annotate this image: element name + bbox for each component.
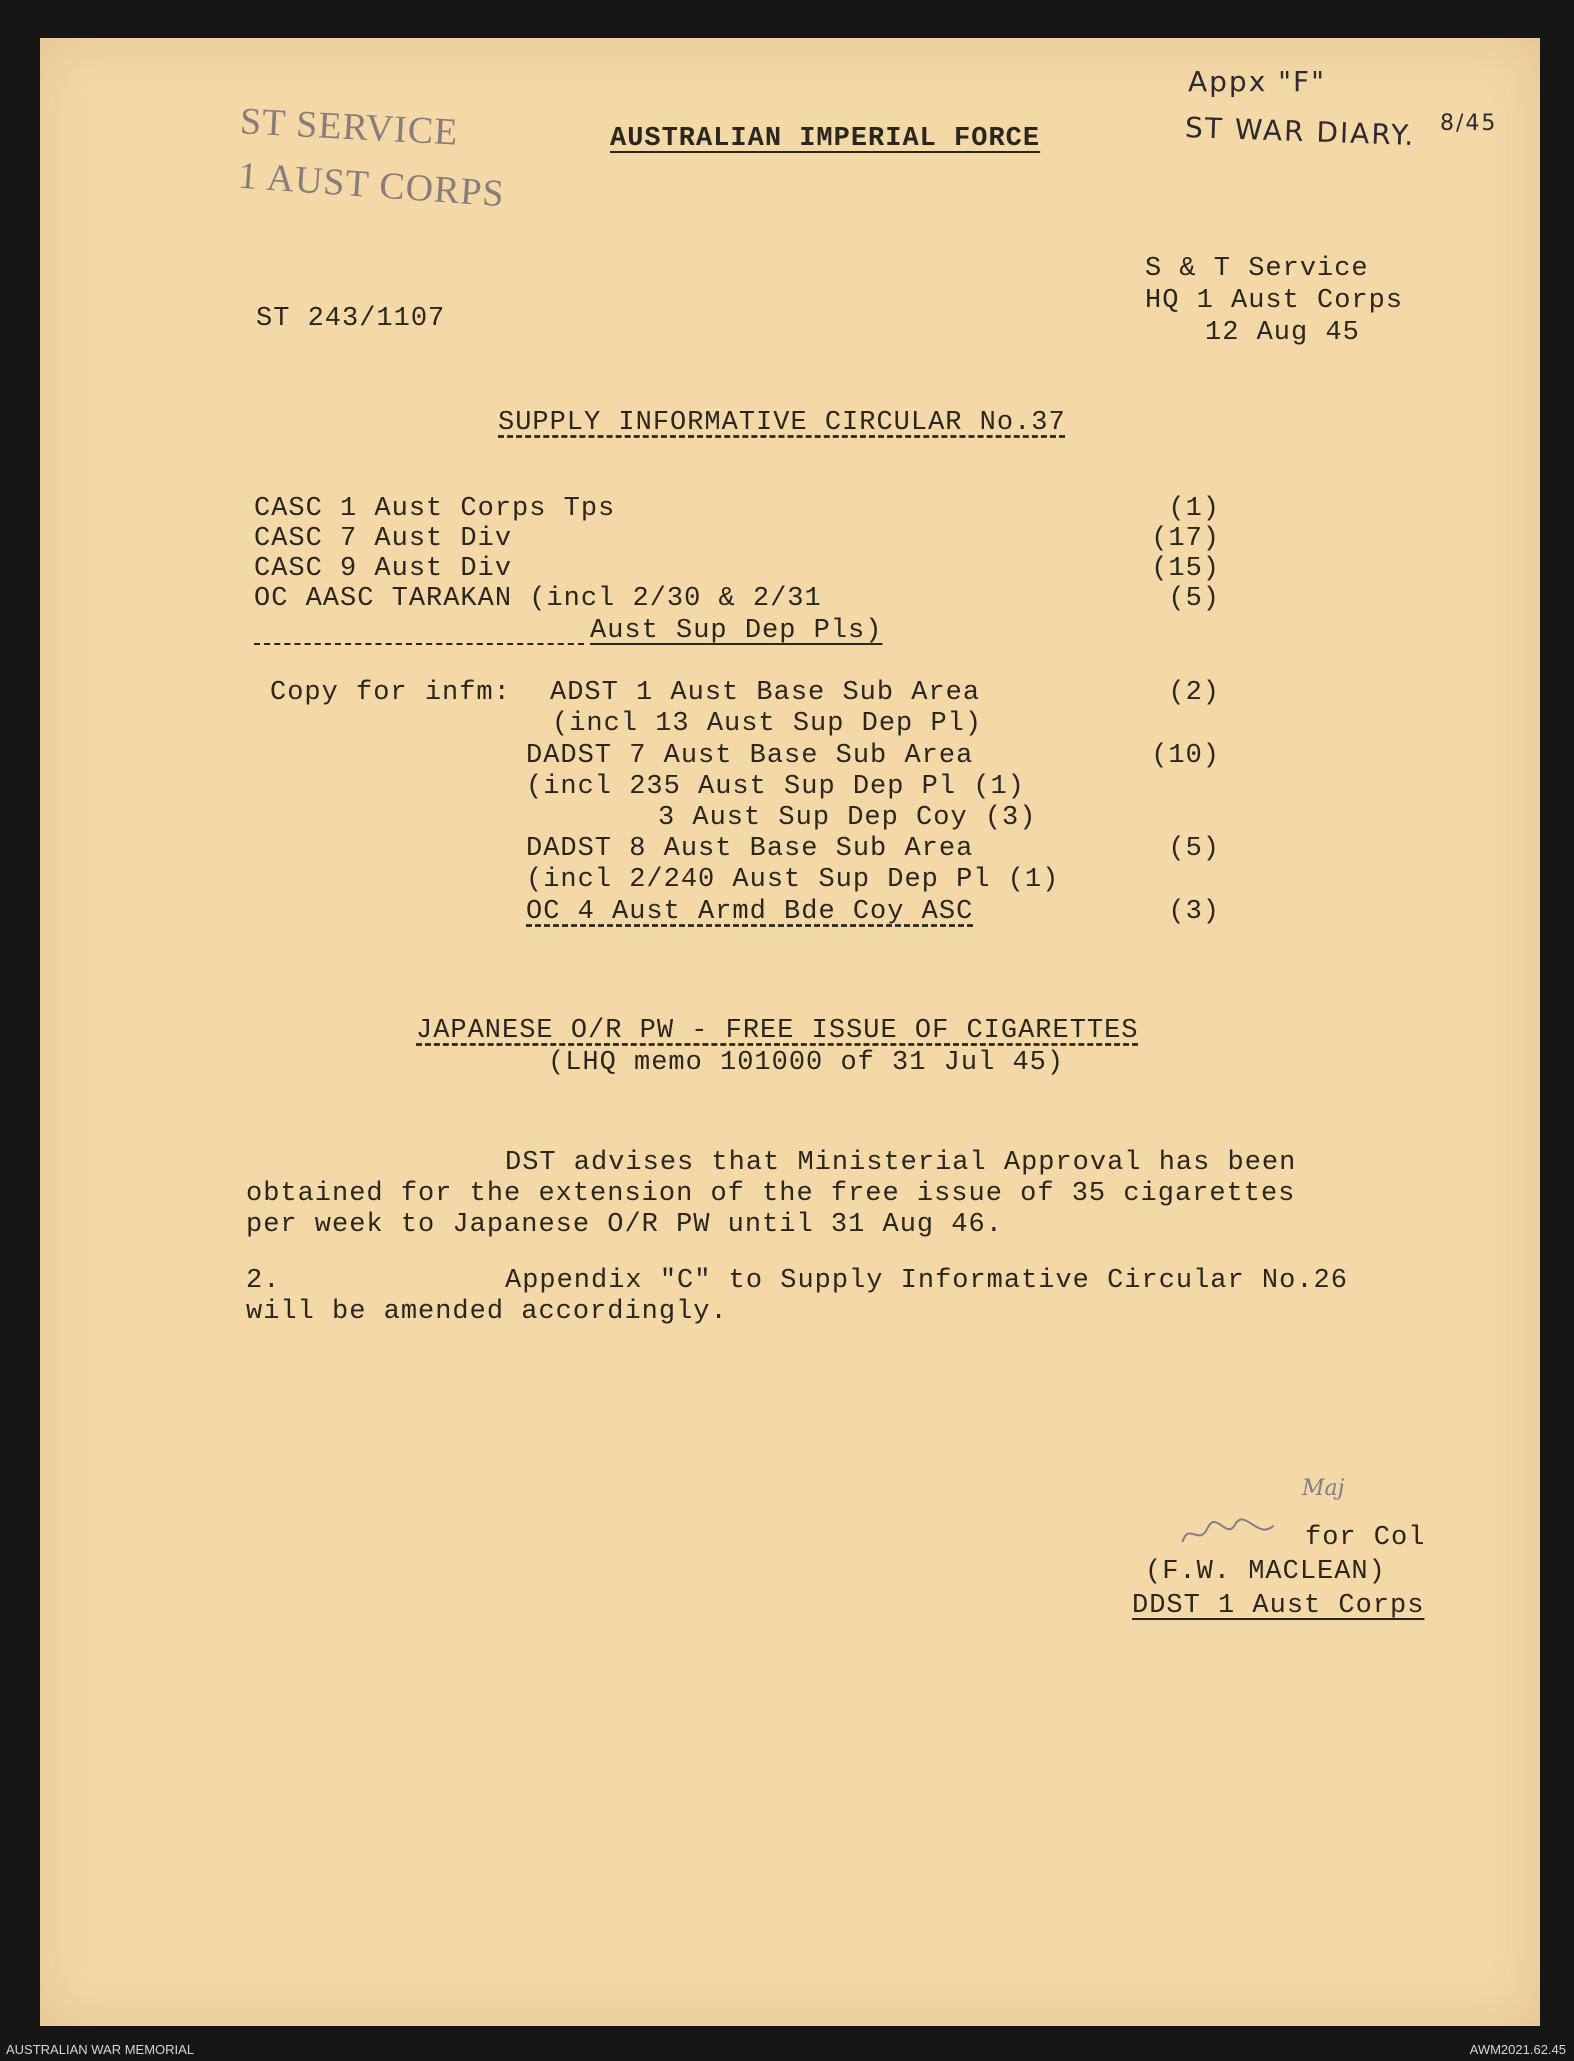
distribution-recipient-4: OC AASC TARAKAN (incl 2/30 & 2/31 — [254, 584, 822, 614]
copy-for-infm-label: Copy for infm: — [270, 678, 511, 708]
infm-copies-1: (2) — [1168, 678, 1220, 708]
infm-copies-3: (10) — [1151, 741, 1220, 771]
from-line-2: HQ 1 Aust Corps — [1145, 286, 1404, 316]
document-title: AUSTRALIAN IMPERIAL FORCE — [610, 124, 1041, 154]
infm-line-8: OC 4 Aust Armd Bde Coy ASC — [526, 897, 974, 927]
body-para2-line-1: Appendix "C" to Supply Informative Circular No.26 — [505, 1266, 1348, 1296]
body-para2-number: 2. — [246, 1266, 281, 1296]
handwritten-rank: Maj — [1302, 1476, 1345, 1501]
infm-line-7: (incl 2/240 Aust Sup Dep Pl (1) — [526, 865, 1060, 895]
signature-scrawl-icon — [1176, 1506, 1298, 1554]
infm-line-5: 3 Aust Sup Dep Coy (3) — [658, 803, 1037, 833]
distribution-copies-4: (5) — [1168, 584, 1220, 614]
infm-line-6: DADST 8 Aust Base Sub Area — [526, 834, 974, 864]
distribution-dash-rule — [254, 643, 584, 645]
war-diary-annotation: ST WAR DIARY. — [1184, 110, 1416, 153]
infm-line-2: (incl 13 Aust Sup Dep Pl) — [552, 709, 983, 739]
infm-copies-6: (5) — [1168, 834, 1220, 864]
distribution-copies-2: (17) — [1151, 524, 1220, 554]
distribution-recipient-2: CASC 7 Aust Div — [254, 524, 513, 554]
from-line-1: S & T Service — [1145, 254, 1369, 284]
distribution-recipient-5: Aust Sup Dep Pls) — [590, 616, 883, 646]
body-para1-line-1: DST advises that Ministerial Approval has been — [505, 1148, 1297, 1178]
infm-copies-8: (3) — [1168, 897, 1220, 927]
distribution-copies-1: (1) — [1168, 494, 1220, 524]
body-para1-line-3: per week to Japanese O/R PW until 31 Aug 46. — [246, 1210, 1003, 1240]
distribution-copies-3: (15) — [1151, 554, 1220, 584]
infm-line-3: DADST 7 Aust Base Sub Area — [526, 741, 974, 771]
appendix-annotation: Appx "F" — [1188, 65, 1327, 98]
signature-appointment: DDST 1 Aust Corps — [1132, 1591, 1425, 1621]
distribution-recipient-1: CASC 1 Aust Corps Tps — [254, 494, 616, 524]
reference-number: ST 243/1107 — [256, 304, 446, 334]
footer-archive-name: AUSTRALIAN WAR MEMORIAL — [6, 2042, 195, 2057]
signature-for-col: for Col — [1305, 1523, 1426, 1553]
unit-stamp-line-2: 1 AUST CORPS — [236, 154, 506, 216]
subject-reference: (LHQ memo 101000 of 31 Jul 45) — [548, 1048, 1065, 1078]
subject-title: JAPANESE O/R PW - FREE ISSUE OF CIGARETTES — [416, 1016, 1139, 1046]
footer-accession-number: AWM2021.62.45 — [1469, 2042, 1566, 2057]
body-para2-line-2: will be amended accordingly. — [246, 1297, 728, 1327]
from-line-3: 12 Aug 45 — [1205, 318, 1360, 348]
distribution-recipient-3: CASC 9 Aust Div — [254, 554, 513, 584]
circular-title: SUPPLY INFORMATIVE CIRCULAR No.37 — [498, 408, 1066, 438]
unit-stamp-line-1: ST SERVICE — [239, 100, 460, 154]
diary-period-annotation: 8/45 — [1440, 111, 1498, 136]
infm-line-4: (incl 235 Aust Sup Dep Pl (1) — [526, 772, 1025, 802]
signature-name: (F.W. MACLEAN) — [1145, 1557, 1386, 1587]
document-page — [40, 38, 1540, 2026]
body-para1-line-2: obtained for the extension of the free issue of 35 cigarettes — [246, 1179, 1296, 1209]
infm-line-1: ADST 1 Aust Base Sub Area — [550, 678, 981, 708]
